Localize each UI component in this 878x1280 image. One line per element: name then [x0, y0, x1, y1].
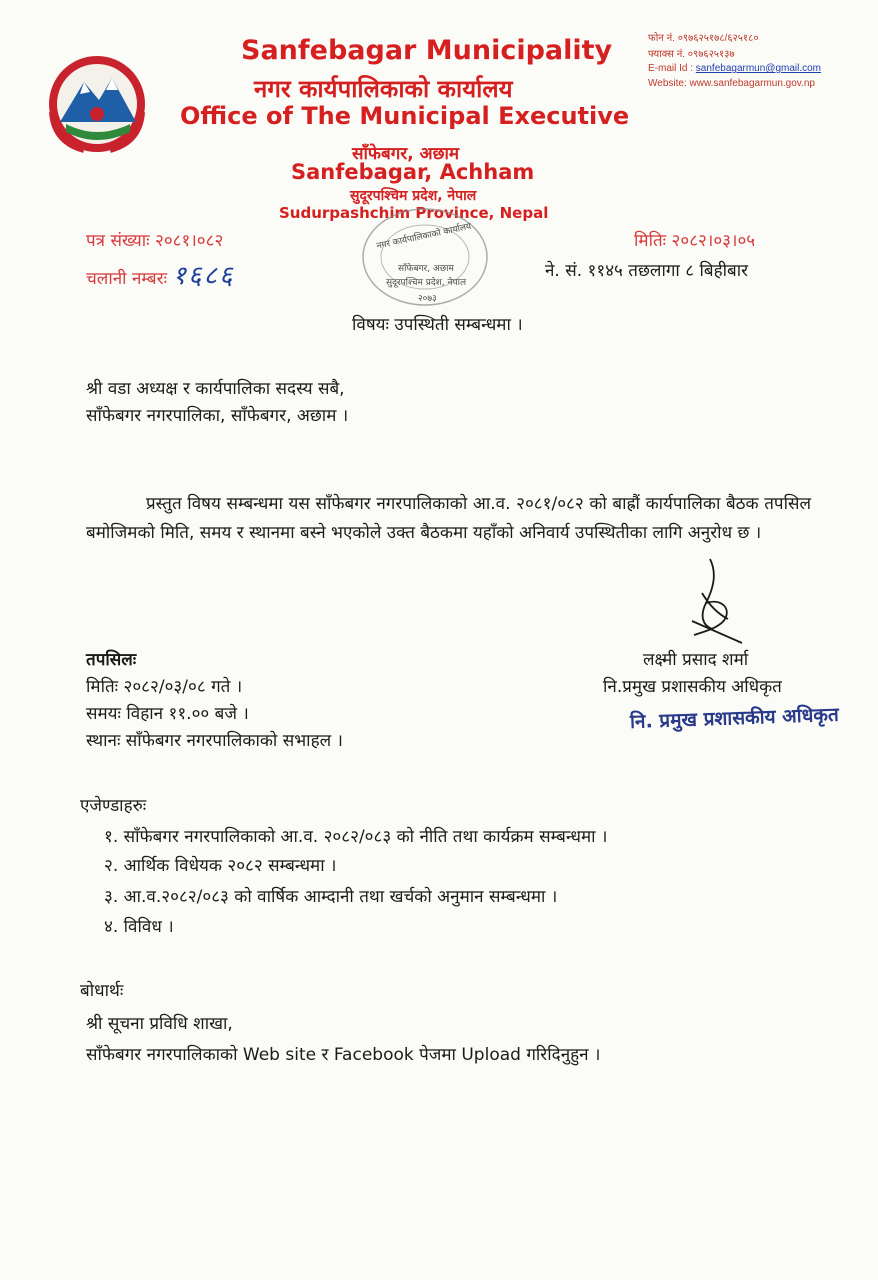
designation-stamp: नि. प्रमुख प्रशासकीय अधिकृत	[629, 703, 840, 733]
date-label: मितिः	[634, 231, 667, 251]
phone-number: फोन नं. ०९७६२५१७८/६२५१८०	[648, 33, 759, 44]
letter-date	[634, 228, 755, 251]
cc-line-1: श्री सूचना प्रविधि शाखा,	[86, 1014, 233, 1034]
province-en: Sudurpashchim Province, Nepal	[279, 204, 549, 222]
nepal-emblem	[44, 52, 150, 156]
agenda-item-2: २. आर्थिक विधेयक २०८२ सम्बन्धमा ।	[104, 856, 337, 876]
agenda-item-1: १. साँफेबगर नगरपालिकाको आ.व. २०८२/०८३ को नीति तथा कार्यक्रम सम्बन्धमा ।	[104, 827, 608, 847]
meeting-venue: स्थानः साँफेबगर नगरपालिकाको सभाहल ।	[86, 731, 343, 751]
letter-number-label: पत्र संख्याः	[86, 231, 150, 251]
stamp-line-4: २०७३	[418, 294, 437, 304]
fax-number: फ्याक्स नं. ०९७६२५१३७	[648, 49, 735, 60]
email-label: E-mail Id :	[648, 63, 694, 74]
dispatch-number-value: १६८६	[172, 261, 235, 291]
email-link[interactable]: sanfebagarmun@gmail.com	[695, 63, 822, 74]
place-ne: साँफेबगर, अछाम	[352, 144, 460, 164]
agenda-heading: एजेण्डाहरुः	[80, 796, 147, 816]
office-name-en: Office of The Municipal Executive	[180, 102, 630, 130]
letter-number	[86, 228, 223, 251]
stamp-line-2: साँफेबगर, अछाम	[398, 264, 454, 274]
recipient-line-2: साँफेबगर नगरपालिका, साँफेबगर, अछाम ।	[86, 406, 349, 426]
agenda-item-4: ४. विविध ।	[104, 917, 174, 937]
website-label: Website:	[648, 78, 687, 89]
details-heading: तपसिलः	[86, 650, 137, 670]
recipient-line-1: श्री वडा अध्यक्ष र कार्यपालिका सदस्य सबै,	[86, 379, 345, 399]
agenda-item-3: ३. आ.व.२०८२/०८३ को वार्षिक आम्दानी तथा खर्चको अनुमान सम्बन्धमा ।	[104, 887, 558, 907]
cc-line-2: साँफेबगर नगरपालिकाको Web site र Facebook पेजमा Upload गरिदिनुहुन ।	[86, 1045, 601, 1065]
dispatch-number	[86, 256, 235, 292]
stamp-line-1: नगर कार्यपालिकाको कार्यालय	[375, 221, 473, 252]
letter-number-value: २०८१।०८२	[154, 231, 224, 251]
nepal-sambat-date: ने. सं. ११४५ तछलागा ८ बिहीबार	[545, 261, 749, 281]
signatory-name: लक्ष्मी प्रसाद शर्मा	[643, 650, 749, 670]
meeting-date: मितिः २०८२/०३/०८ गते ।	[86, 677, 243, 697]
municipality-name-en: Sanfebagar Municipality	[241, 35, 613, 66]
official-stamp	[350, 205, 500, 315]
province-ne: सुदूरपश्चिम प्रदेश, नेपाल	[350, 188, 477, 204]
signature	[672, 555, 752, 647]
signatory-title: नि.प्रमुख प्रशासकीय अधिकृत	[603, 677, 782, 697]
office-name-ne: नगर कार्यपालिकाको कार्यालय	[254, 75, 513, 103]
subject: विषयः उपस्थिती सम्बन्धमा ।	[352, 315, 523, 335]
meeting-time: समयः विहान ११.०० बजे ।	[86, 704, 249, 724]
body-paragraph: प्रस्तुत विषय सम्बन्धमा यस साँफेबगर नगरपालिकाको आ.व. २०८१/०८२ को बाह्रौं कार्यपालिका बैठक तपसिल बमोजिमको मिति, समय र स्थानमा बस्ने भएकोले उक्त बैठकमा यहाँको अनिवार्य उपस्थितीका लागि अनुरोध छ ।	[86, 494, 811, 543]
website-link[interactable]: www.sanfebagarmun.gov.np	[689, 78, 815, 89]
stamp-line-3: सुदूरपश्चिम प्रदेश, नेपाल	[386, 278, 467, 288]
dispatch-number-label: चलानी नम्बरः	[86, 269, 168, 289]
place-en: Sanfebagar, Achham	[291, 160, 535, 184]
date-value: २०८२।०३।०५	[671, 231, 756, 251]
cc-heading: बोधार्थः	[80, 981, 124, 1001]
email-line	[648, 63, 821, 74]
website-line	[648, 78, 815, 89]
